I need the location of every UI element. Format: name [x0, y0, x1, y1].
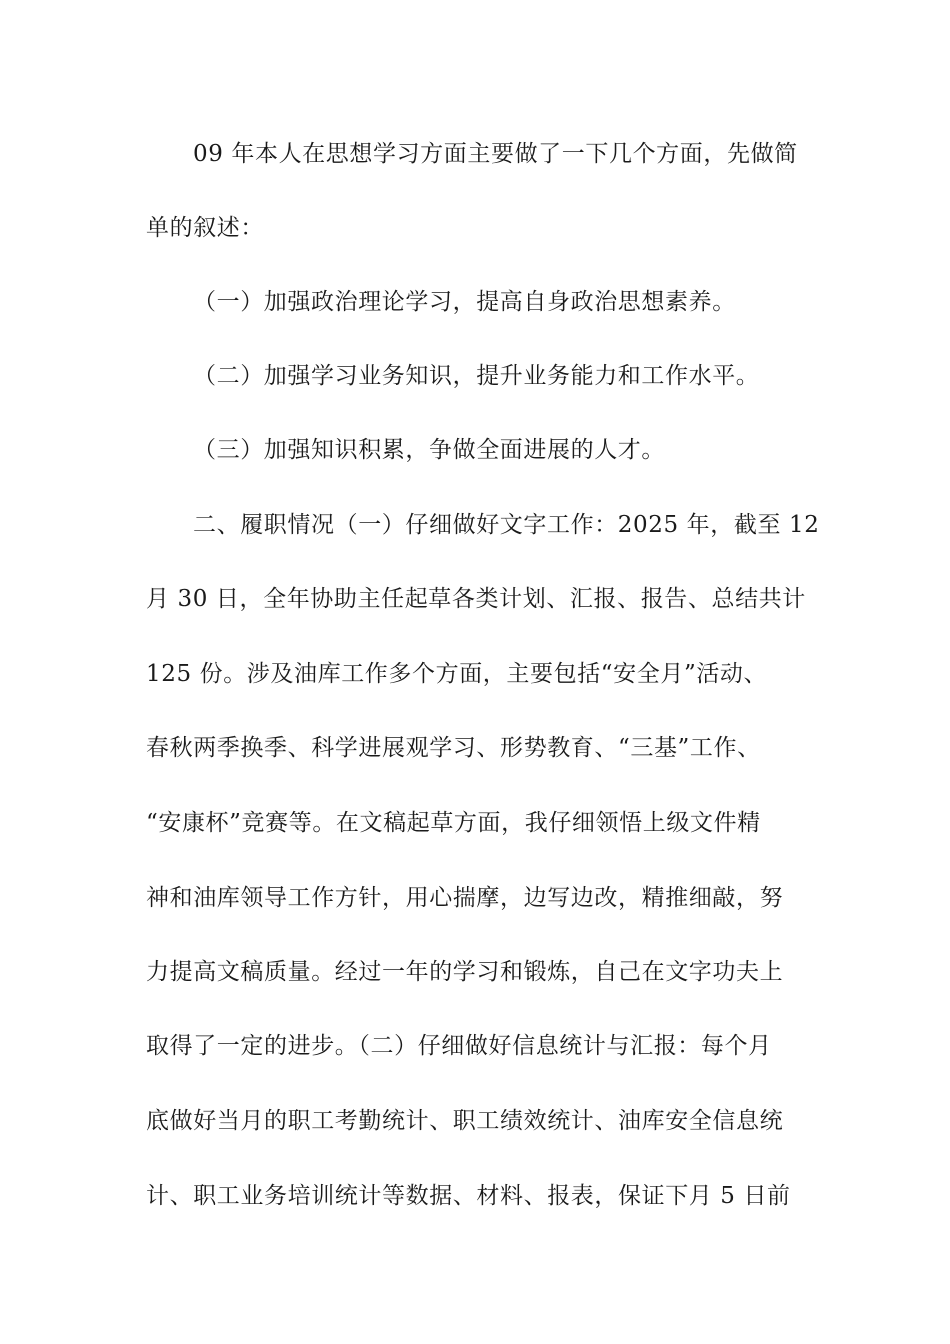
paragraph-line: 底做好当月的职工考勤统计、职工绩效统计、油库安全信息统	[146, 1108, 784, 1134]
paragraph-line: （三）加强知识积累，争做全面进展的人才。	[193, 437, 665, 463]
paragraph-line: 09 年本人在思想学习方面主要做了一下几个方面，先做简	[193, 141, 798, 167]
paragraph-line: “安康杯”竞赛等。在文稿起草方面，我仔细领悟上级文件精	[146, 810, 761, 836]
paragraph-line: （一）加强政治理论学习，提高自身政治思想素养。	[193, 289, 736, 315]
paragraph-line: 力提高文稿质量。经过一年的学习和锻炼，自己在文字功夫上	[146, 959, 784, 985]
paragraph-line: 神和油库领导工作方针，用心揣摩，边写边改，精推细敲，努	[146, 885, 784, 911]
paragraph-line: 取得了一定的进步。（二）仔细做好信息统计与汇报：每个月	[146, 1033, 772, 1059]
paragraph-line: 计、职工业务培训统计等数据、材料、报表，保证下月 5 日前	[146, 1183, 791, 1209]
paragraph-line: 月 30 日，全年协助主任起草各类计划、汇报、报告、总结共计	[146, 586, 806, 612]
paragraph-line: 单的叙述：	[146, 215, 264, 241]
paragraph-line: （二）加强学习业务知识，提升业务能力和工作水平。	[193, 363, 760, 389]
paragraph-line: 二、履职情况（一）仔细做好文字工作：2025 年，截至 12	[193, 512, 820, 538]
paragraph-line: 春秋两季换季、科学进展观学习、形势教育、“三基”工作、	[146, 735, 761, 761]
paragraph-line: 125 份。涉及油库工作多个方面，主要包括“安全月”活动、	[146, 661, 768, 687]
